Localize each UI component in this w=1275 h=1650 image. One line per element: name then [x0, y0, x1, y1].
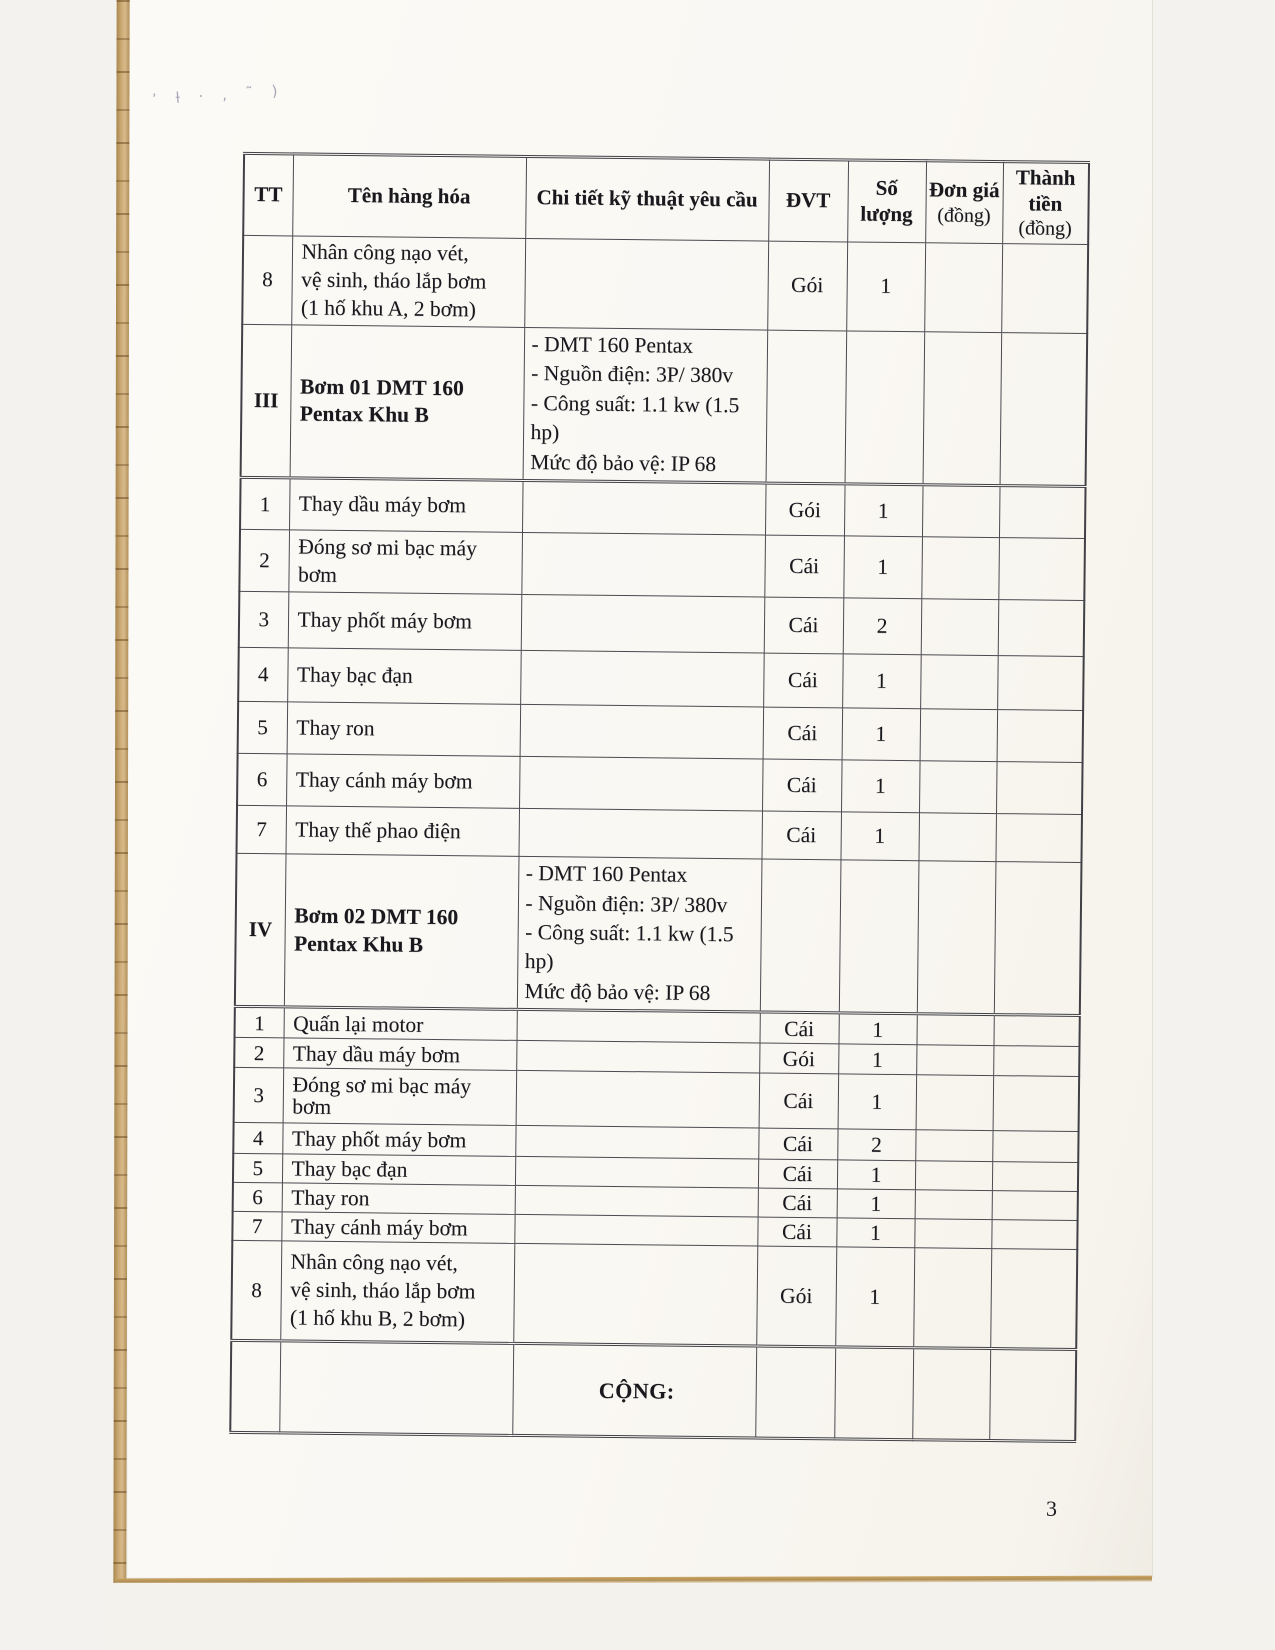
item-total — [992, 1191, 1078, 1221]
item-name: Nhân công nạo vét, vệ sinh, tháo lắp bơm (1 hố khu A, 2 bơm) — [291, 236, 525, 327]
item-total — [990, 1249, 1077, 1350]
item-total — [997, 656, 1084, 711]
item-unit: Cái — [759, 1073, 839, 1129]
item-total — [997, 710, 1084, 763]
item-spec — [517, 1010, 760, 1044]
header-cell-unit-price: Đơn giá (đồng) — [925, 161, 1003, 244]
header-cell-spec: Chi tiết kỹ thuật yêu cầu — [525, 156, 769, 241]
header-cell-unit: ĐVT — [768, 159, 848, 242]
item-unit-price — [920, 709, 998, 762]
item-unit: Cái — [757, 1217, 836, 1247]
item-unit-price — [916, 1075, 994, 1131]
section-name: Bơm 02 DMT 160 Pentax Khu B — [284, 854, 519, 1010]
item-name: Thay ron — [282, 1183, 515, 1215]
item-name: Đóng sơ mi bạc máy bơm — [283, 1068, 517, 1126]
table-header-row — [243, 153, 1089, 244]
item-spec — [515, 1126, 758, 1160]
item-unit — [766, 330, 847, 484]
scanner-background — [110, 1583, 1275, 1650]
table-row — [234, 1068, 1080, 1132]
row-index: 4 — [238, 647, 288, 702]
item-total — [992, 1162, 1078, 1192]
item-total — [998, 600, 1085, 657]
item-unit: Cái — [764, 535, 844, 598]
item-total — [1001, 244, 1088, 334]
item-name: Thay dầu máy bơm — [283, 1038, 516, 1071]
item-spec — [514, 1215, 757, 1247]
item-unit: Gói — [767, 241, 847, 331]
item-qty: 1 — [842, 708, 921, 761]
item-unit-price — [922, 485, 1000, 538]
table-row — [242, 235, 1088, 333]
item-unit-price — [916, 1045, 993, 1076]
section-spec: - DMT 160 Pentax - Nguồn điện: 3P/ 380v - Công suất: 1.1 kw (1.5 hp) Mức độ bảo vệ: IP 68 — [523, 327, 768, 483]
item-total — [993, 1015, 1079, 1047]
item-spec — [520, 705, 764, 760]
total-label: CỘNG: — [512, 1344, 756, 1439]
item-spec — [513, 1244, 757, 1347]
total-row — [230, 1341, 1076, 1442]
item-unit-price — [924, 243, 1002, 333]
row-index: 7 — [232, 1212, 281, 1242]
header-cell-qty: Số lượng — [847, 160, 926, 243]
row-index: 1 — [240, 477, 290, 530]
items-table-wrapper — [229, 152, 1090, 1443]
item-qty: 1 — [844, 484, 923, 537]
item-spec — [519, 756, 763, 811]
handwritten-mark: ʼ ƚ · , ˜ ) — [151, 81, 286, 109]
item-unit — [760, 859, 841, 1013]
row-index: 7 — [237, 805, 287, 854]
table-row — [240, 477, 1086, 538]
item-spec — [521, 533, 765, 598]
item-qty: 1 — [846, 242, 925, 332]
section-row-IV — [235, 853, 1082, 1015]
item-qty: 1 — [838, 1044, 916, 1075]
item-unit: Gói — [765, 483, 845, 536]
section-row-III — [241, 324, 1088, 486]
row-index: 6 — [237, 753, 287, 806]
item-spec — [519, 808, 763, 859]
row-index: 5 — [233, 1154, 282, 1184]
total-row-name — [279, 1341, 513, 1436]
item-unit: Cái — [761, 811, 841, 860]
section-spec: - DMT 160 Pentax - Nguồn điện: 3P/ 380v - Công suất: 1.1 kw (1.5 hp) Mức độ bảo vệ: IP 68 — [517, 856, 762, 1012]
item-unit-price — [921, 537, 999, 600]
item-unit: Gói — [756, 1246, 836, 1347]
item-unit-price — [913, 1248, 991, 1349]
total-row-index — [230, 1341, 280, 1434]
item-spec — [515, 1186, 758, 1218]
item-name: Quấn lại motor — [284, 1007, 517, 1041]
row-index: 2 — [239, 529, 289, 592]
item-qty: 1 — [841, 760, 920, 813]
page-number: 3 — [1046, 1496, 1057, 1521]
item-name: Thay thế phao điện — [286, 806, 520, 857]
item-spec — [516, 1041, 759, 1074]
item-name: Thay ron — [287, 702, 521, 757]
item-unit-price — [921, 599, 999, 656]
item-unit: Cái — [763, 653, 843, 708]
row-index: 3 — [239, 591, 289, 648]
item-name: Thay dầu máy bơm — [289, 478, 523, 533]
item-total — [995, 814, 1082, 863]
item-total — [994, 862, 1082, 1016]
item-unit-price — [923, 332, 1002, 486]
row-index: 5 — [238, 701, 288, 754]
total-qty — [834, 1347, 913, 1440]
item-name: Thay bạc đạn — [287, 648, 521, 705]
row-index: 3 — [234, 1068, 284, 1124]
header-cell-name: Tên hàng hóa — [292, 154, 526, 239]
item-spec — [521, 595, 765, 654]
item-unit-price — [914, 1219, 991, 1249]
item-qty — [839, 860, 919, 1014]
row-index: 1 — [235, 1007, 284, 1039]
item-unit-price — [920, 655, 998, 710]
item-unit: Cái — [758, 1128, 837, 1160]
item-qty: 1 — [837, 1160, 915, 1190]
item-total — [993, 1076, 1080, 1132]
section-name: Bơm 01 DMT 160 Pentax Khu B — [290, 325, 525, 481]
table-row — [239, 591, 1085, 656]
item-unit: Cái — [762, 759, 842, 812]
item-total — [996, 762, 1083, 815]
item-total — [998, 538, 1085, 601]
row-index: 4 — [233, 1123, 282, 1155]
row-index: 8 — [231, 1241, 281, 1342]
item-unit: Gói — [759, 1043, 838, 1074]
item-total — [993, 1046, 1079, 1077]
item-unit-price — [919, 761, 997, 814]
item-total — [1000, 332, 1088, 486]
item-unit: Cái — [759, 1012, 838, 1044]
items-table — [229, 152, 1090, 1443]
table-row — [237, 753, 1083, 814]
item-name: Đóng sơ mi bạc máy bơm — [288, 530, 522, 595]
item-unit-price — [915, 1161, 992, 1191]
item-unit-price — [918, 813, 996, 862]
item-qty: 1 — [835, 1247, 914, 1348]
total-amount — [989, 1349, 1076, 1442]
item-spec — [515, 1157, 758, 1189]
total-unit-price — [912, 1348, 990, 1441]
row-index: 8 — [242, 235, 292, 324]
item-qty: 1 — [842, 654, 921, 709]
item-qty: 1 — [843, 536, 922, 599]
total-unit — [755, 1346, 835, 1439]
item-name: Thay bạc đạn — [282, 1154, 515, 1186]
item-qty: 1 — [837, 1189, 915, 1219]
row-index: 6 — [233, 1183, 282, 1213]
item-total — [991, 1220, 1077, 1250]
header-cell-tt: TT — [243, 153, 293, 236]
section-index: III — [241, 324, 292, 478]
item-qty — [845, 331, 925, 485]
item-qty: 1 — [836, 1218, 914, 1248]
item-name: Thay phốt máy bơm — [288, 592, 522, 651]
item-qty: 2 — [843, 598, 922, 655]
table-row — [239, 529, 1085, 600]
item-unit-price — [917, 861, 996, 1015]
item-qty: 1 — [838, 1013, 916, 1045]
table-row — [231, 1241, 1077, 1350]
item-name: Nhân công nạo vét, vệ sinh, tháo lắp bơm (1 hố khu B, 2 bơm) — [280, 1241, 514, 1344]
item-total — [999, 486, 1086, 539]
item-qty: 2 — [837, 1129, 915, 1161]
item-qty: 1 — [838, 1074, 917, 1130]
item-unit-price — [916, 1014, 993, 1046]
item-spec — [524, 238, 768, 329]
item-unit-price — [915, 1130, 992, 1162]
header-cell-total: Thành tiền (đồng) — [1002, 162, 1089, 245]
item-unit: Cái — [758, 1188, 837, 1218]
item-name: Thay phốt máy bơm — [282, 1123, 515, 1157]
item-spec — [520, 651, 764, 708]
section-index: IV — [235, 853, 286, 1007]
item-unit: Cái — [764, 597, 844, 654]
item-total — [992, 1131, 1078, 1163]
item-qty: 1 — [840, 812, 919, 861]
item-unit: Cái — [763, 707, 843, 760]
table-row — [238, 647, 1084, 710]
item-unit-price — [915, 1190, 992, 1220]
item-name: Thay cánh máy bơm — [281, 1212, 514, 1244]
row-index: 2 — [234, 1038, 283, 1069]
item-spec — [522, 481, 766, 536]
item-name: Thay cánh máy bơm — [286, 754, 520, 809]
item-spec — [516, 1071, 760, 1129]
table-row — [238, 701, 1084, 762]
item-unit: Cái — [758, 1159, 837, 1189]
